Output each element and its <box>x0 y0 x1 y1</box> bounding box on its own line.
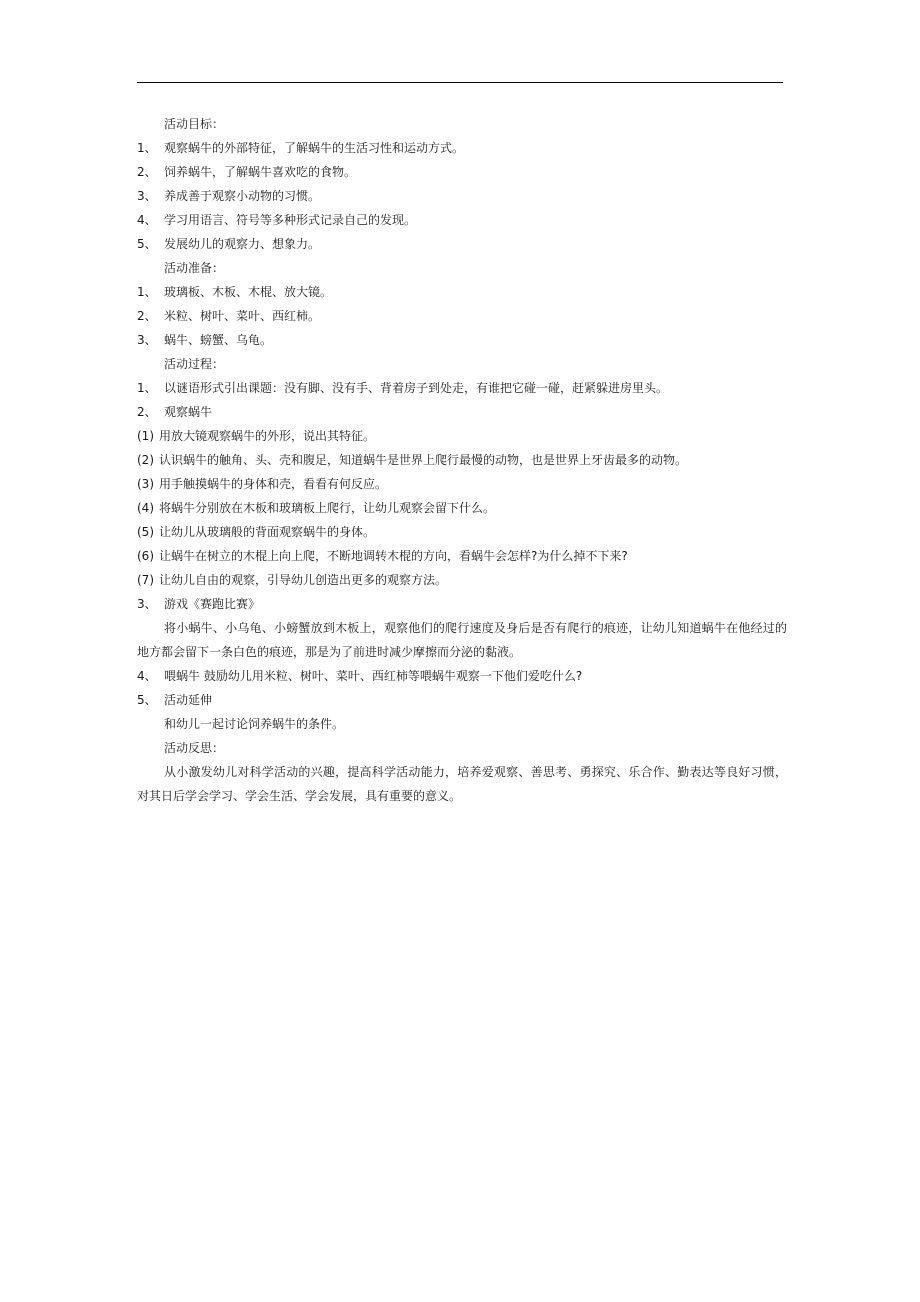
observe-item: (5) 让幼儿从玻璃般的背面观察蜗牛的身体。 <box>137 525 376 539</box>
document-body <box>137 112 787 808</box>
goal-item: 2、 饲养蜗牛，了解蜗牛喜欢吃的食物。 <box>137 165 357 179</box>
process-step: 5、 活动延伸 <box>137 693 213 707</box>
goal-item: 1、 观察蜗牛的外部特征，了解蜗牛的生活习性和运动方式。 <box>137 141 465 155</box>
process-heading: 活动过程： <box>164 357 225 371</box>
process-step: 4、 喂蜗牛 鼓励幼儿用米粒、树叶、菜叶、西红柿等喂蜗牛观察一下他们爱吃什么? <box>137 669 583 683</box>
reflection-paragraph: 从小激发幼儿对科学活动的兴趣，提高科学活动能力，培养爱观察、善思考、勇探究、乐合作、勤表达等良好习惯，对其日后学会学习、学会生活、学会发展，具有重要的意义。 <box>137 765 787 803</box>
goal-item: 5、 发展幼儿的观察力、想象力。 <box>137 237 321 251</box>
process-step: 2、 观察蜗牛 <box>137 405 213 419</box>
prep-item: 2、 米粒、树叶、菜叶、西红柿。 <box>137 309 321 323</box>
process-step: 1、 以谜语形式引出课题：没有脚、没有手、背着房子到处走，有谁把它碰一碰，赶紧躲进房里头。 <box>137 381 669 395</box>
game-paragraph: 将小蜗牛、小乌龟、小螃蟹放到木板上，观察他们的爬行速度及身后是否有爬行的痕迹，让幼儿知道蜗牛在他经过的地方都会留下一条白色的痕迹，那是为了前进时减少摩擦而分泌的黏液。 <box>137 621 787 659</box>
observe-item: (6) 让蜗牛在树立的木棍上向上爬，不断地调转木棍的方向，看蜗牛会怎样?为什么掉不下来? <box>137 549 628 563</box>
goals-heading: 活动目标： <box>164 117 225 131</box>
observe-item: (3) 用手触摸蜗牛的身体和壳，看看有何反应。 <box>137 477 388 491</box>
process-step: 3、 游戏《赛跑比赛》 <box>137 597 261 611</box>
observe-item: (7) 让幼儿自由的观察，引导幼儿创造出更多的观察方法。 <box>137 573 448 587</box>
goal-item: 4、 学习用语言、符号等多种形式记录自己的发现。 <box>137 213 417 227</box>
reflection-heading: 活动反思： <box>164 741 225 755</box>
observe-item: (4) 将蜗牛分别放在木板和玻璃板上爬行，让幼儿观察会留下什么。 <box>137 501 496 515</box>
header-rule <box>137 82 783 83</box>
observe-item: (1) 用放大镜观察蜗牛的外形，说出其特征。 <box>137 429 376 443</box>
prep-item: 3、 蜗牛、螃蟹、乌龟。 <box>137 333 273 347</box>
prep-item: 1、 玻璃板、木板、木棍、放大镜。 <box>137 285 333 299</box>
extension-text: 和幼儿一起讨论饲养蜗牛的条件。 <box>164 717 345 731</box>
prep-heading: 活动准备： <box>164 261 225 275</box>
goal-item: 3、 养成善于观察小动物的习惯。 <box>137 189 321 203</box>
observe-item: (2) 认识蜗牛的触角、头、壳和腹足，知道蜗牛是世界上爬行最慢的动物，也是世界上牙齿最多的动物。 <box>137 453 688 467</box>
